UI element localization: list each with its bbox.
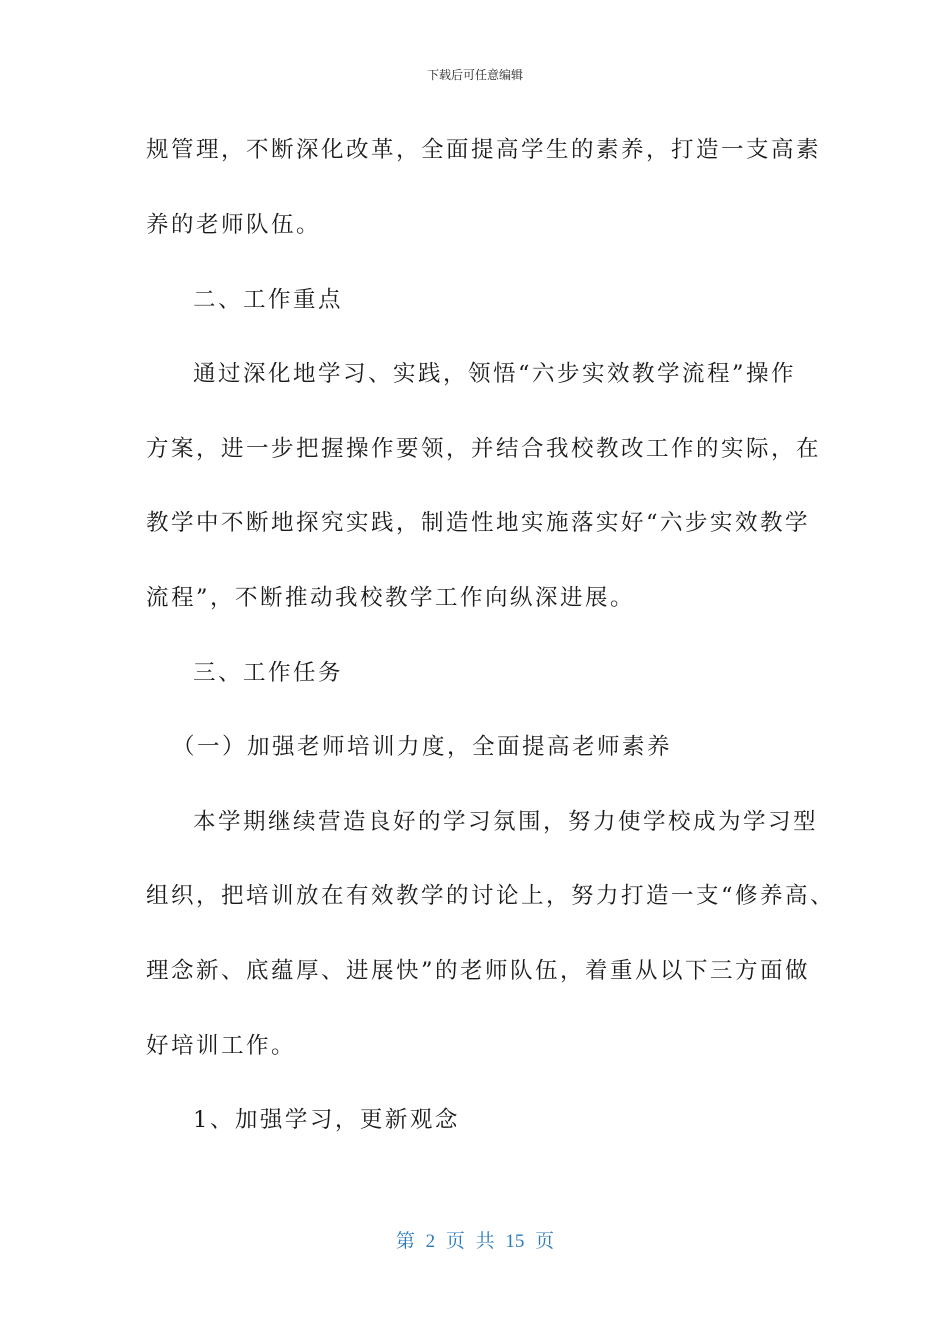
paragraph-line: 规管理，不断深化改革，全面提高学生的素养，打造一支高素 [146,137,822,163]
paragraph-line: 流程”，不断推动我校教学工作向纵深进展。 [146,585,636,611]
paragraph-line: 本学期继续营造良好的学习氛围，努力使学校成为学习型 [193,809,819,835]
subsection-heading: （一）加强老师培训力度，全面提高老师素养 [172,734,673,760]
subsection-heading: 1、加强学习，更新观念 [193,1107,460,1133]
paragraph-line: 组织，把培训放在有效教学的讨论上，努力打造一支“修养高、 [146,883,836,909]
paragraph-line: 教学中不断地探究实践，制造性地实施落实好“六步实效教学 [146,510,811,536]
paragraph-line: 通过深化地学习、实践，领悟“六步实效教学流程”操作 [193,361,797,387]
page-header: 下载后可任意编辑 [426,68,523,82]
paragraph-line: 理念新、底蕴厚、进展快”的老师队伍，着重从以下三方面做 [146,958,811,984]
page-number-footer: 第 2 页 共 15 页 [395,1231,555,1252]
paragraph-line: 养的老师队伍。 [146,212,322,238]
paragraph-line: 方案，进一步把握操作要领，并结合我校教改工作的实际，在 [146,436,822,462]
paragraph-line: 好培训工作。 [146,1033,297,1059]
section-heading: 二、工作重点 [193,287,344,313]
section-heading: 三、工作任务 [193,660,344,686]
